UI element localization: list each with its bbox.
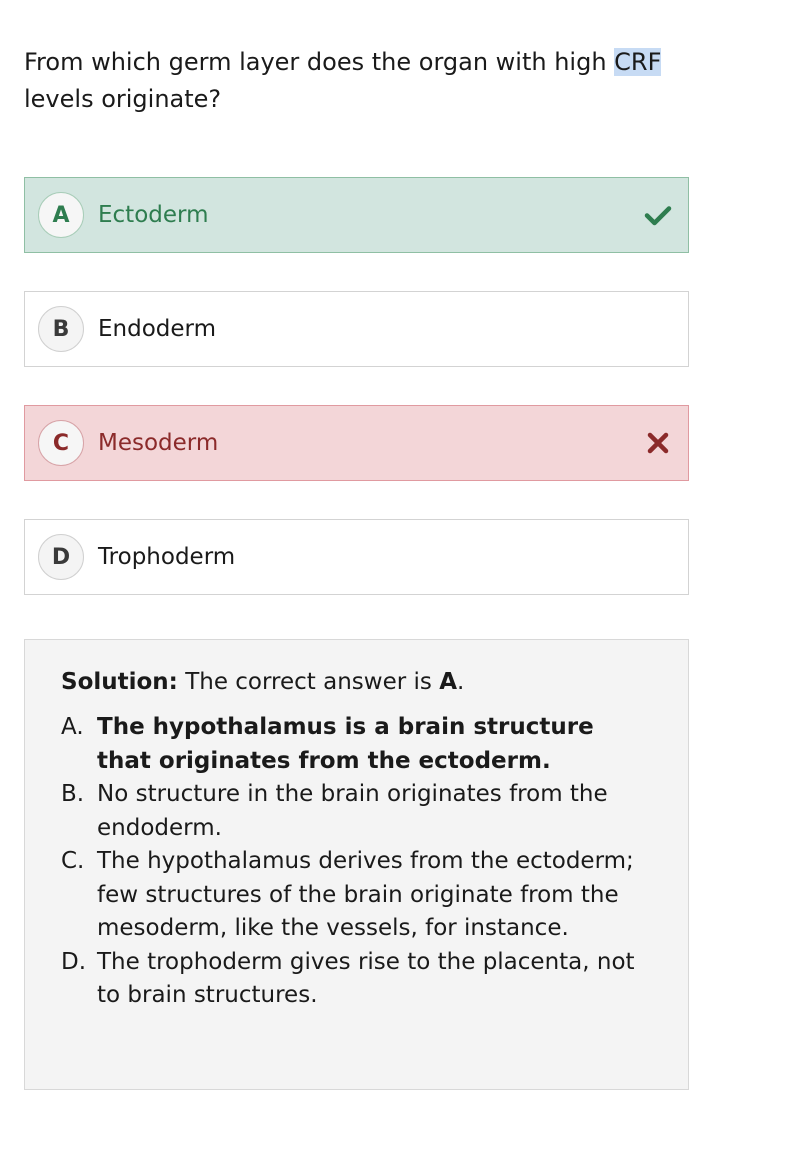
option-label: Mesoderm (98, 430, 219, 456)
option-label: Ectoderm (98, 202, 209, 228)
explanation-a (61, 711, 652, 778)
highlighted-term: CRF (614, 48, 662, 76)
check-icon (644, 201, 672, 229)
option-c[interactable] (24, 405, 689, 481)
solution-heading-end: . (457, 669, 465, 695)
explanation-text: No structure in the brain originates from the endoderm. (97, 781, 608, 841)
explanation-text: The trophoderm gives rise to the placenta, not to brain structures. (97, 948, 635, 1008)
solution-answer-letter: A (439, 669, 458, 695)
option-a[interactable] (24, 177, 689, 253)
solution-heading (61, 666, 652, 698)
explanation-marker: B. (61, 781, 85, 807)
answer-options (24, 177, 689, 633)
option-d[interactable] (24, 519, 689, 595)
option-letter: D (38, 534, 84, 580)
option-label: Endoderm (98, 316, 216, 342)
solution-label: Solution: (61, 669, 178, 695)
option-label: Trophoderm (98, 544, 236, 570)
option-letter: C (38, 420, 84, 466)
explanation-d (61, 946, 652, 1013)
solution-heading-text: The correct answer is (177, 669, 440, 695)
explanation-b (61, 778, 652, 845)
explanation-marker: A. (61, 714, 84, 740)
question-text-end: levels originate? (24, 85, 222, 113)
explanation-c (61, 845, 652, 946)
option-b[interactable] (24, 291, 689, 367)
cross-icon (644, 429, 672, 457)
question-text (24, 44, 704, 118)
question-text-start: From which germ layer does the organ with high (24, 48, 615, 76)
explanation-text: The hypothalamus is a brain structure that originates from the ectoderm. (97, 714, 594, 774)
explanation-marker: C. (61, 848, 85, 874)
solution-explanations (61, 711, 652, 1013)
solution-panel (24, 639, 689, 1090)
explanation-marker: D. (61, 948, 87, 975)
option-letter: B (38, 306, 84, 352)
explanation-text: The hypothalamus derives from the ectoderm; few structures of the brain originate from the mesoderm, like the vessels, for instance. (97, 848, 634, 941)
option-letter: A (38, 192, 84, 238)
